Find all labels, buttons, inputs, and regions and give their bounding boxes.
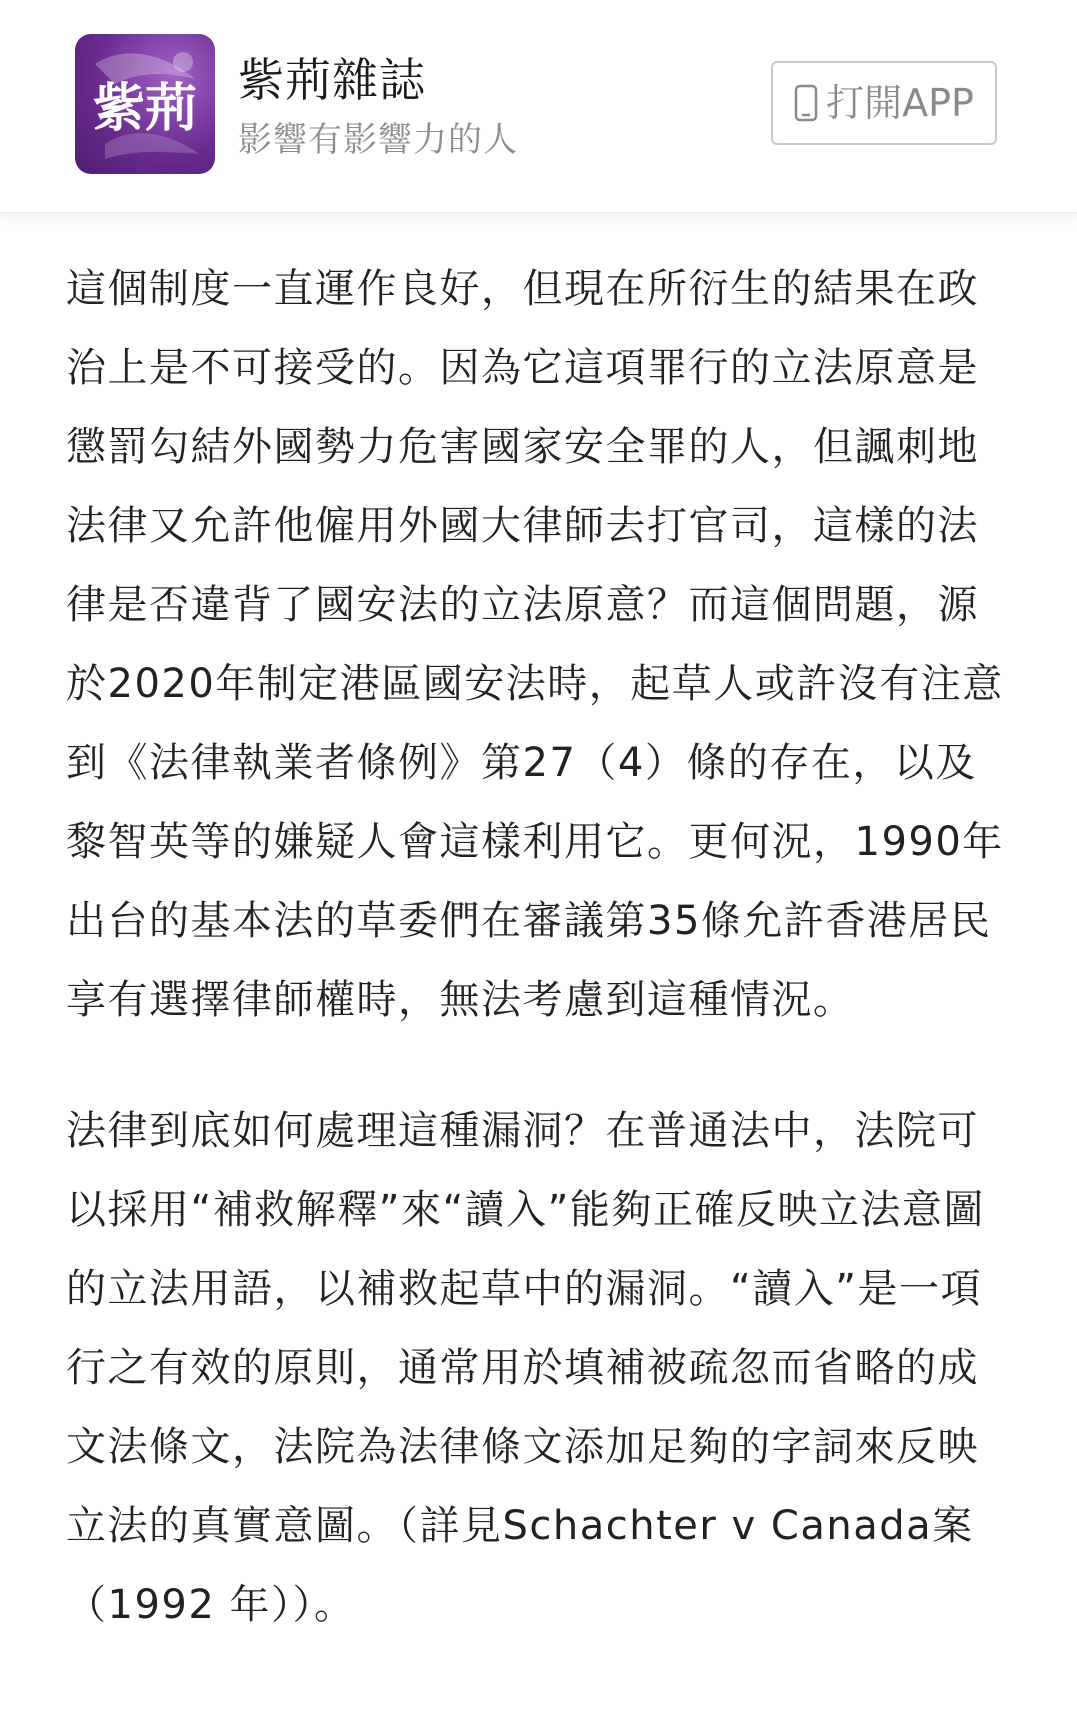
app-banner [0,0,1077,213]
article-paragraph: 法律到底如何處理這種漏洞？在普通法中，法院可以採用“補救解釋”來“讀入”能夠正確反映立法意圖的立法用語，以補救起草中的漏洞。“讀入”是一項行之有效的原則，通常用於填補被疏忽而省略的成文法條文，法院為法律條文添加足夠的字詞來反映立法的真實意圖。（詳見Schachter v Canada案（1992 年））。 [66,1108,985,1628]
article-paragraph: 這個制度一直運作良好，但現在所衍生的結果在政治上是不可接受的。因為它這項罪行的立法原意是懲罰勾結外國勢力危害國家安全罪的人，但諷刺地法律又允許他僱用外國大律師去打官司，這樣的法律是否違背了國安法的立法原意？而這個問題，源於2020年制定港區國安法時，起草人或許沒有注意到《法律執業者條例》第27（4）條的存在，以及黎智英等的嫌疑人會這樣利用它。更何況，1990年出台的基本法的草委們在審議第35條允許香港居民享有選擇律師權時，無法考慮到這種情況。 [66,266,1004,1023]
logo-artwork [75,34,215,174]
logo-text: 紫荊 [92,78,198,139]
app-logo[interactable] [75,34,215,174]
app-slogan: 影響有影響力的人 [238,120,518,160]
open-app-button[interactable] [771,61,997,145]
phone-icon [794,84,818,122]
open-app-label: 打開APP [826,81,974,125]
article-body [66,250,1010,1697]
app-name: 紫荊雜誌 [238,53,426,107]
